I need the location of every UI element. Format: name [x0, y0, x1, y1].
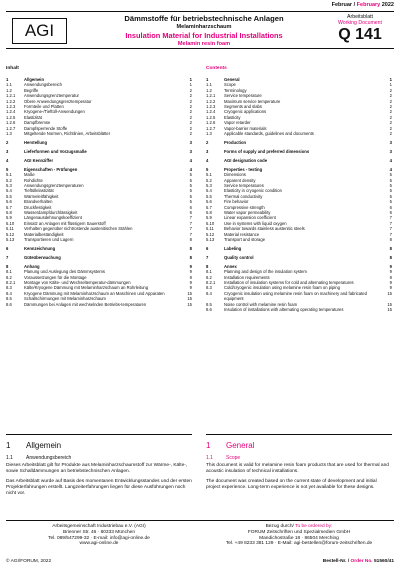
toc-entry-label: Begriffe	[24, 87, 39, 93]
toc-entry-page: 9	[389, 279, 392, 285]
toc-entry-number: 1.2	[6, 87, 12, 93]
toc-entry-label: Wärmeleitfähigkeit	[24, 193, 59, 199]
toc-entry-number: 1.2.7	[206, 125, 216, 131]
toc-entry-page: 2	[389, 93, 392, 99]
toc-entry-page: 2	[389, 104, 392, 110]
toc-entry-label: Segments and slabs	[224, 104, 262, 110]
toc-entry-number: 5.3	[6, 182, 12, 188]
toc-entry-number: 1.3	[206, 131, 212, 137]
toc-entry-page: 2	[389, 98, 392, 104]
toc-entry-label: Kryogene Dämmung mit Melaminharzschaum an Maschinen und Apparaten	[24, 290, 165, 296]
toc-entry-page: 2	[389, 87, 392, 93]
toc-entry-label: Tieftüllelastizität	[24, 188, 54, 194]
toc-entry-page: 2	[389, 131, 392, 137]
toc-entry[interactable]	[6, 140, 192, 145]
toc-entry-label: Mitgeltende Normen, Richtlinien, Arbeitsblätter	[24, 131, 111, 137]
toc-entry-page: 6	[189, 204, 192, 210]
copyright: © AGI/FORUM, 2022	[6, 559, 52, 564]
toc-entry-number: 6	[206, 245, 209, 251]
toc-entry-number: 1.2.6	[206, 120, 216, 126]
toc-entry-label: AGI Kennziffer	[24, 157, 54, 163]
toc-entry-page: 6	[189, 209, 192, 215]
issue-date: Februar / February 2022	[331, 2, 394, 8]
toc-entry-label: Fire behavior	[224, 199, 249, 205]
toc-german	[6, 66, 192, 307]
toc-entry-number: 5.10	[206, 220, 215, 226]
title-german: Dämmstoffe für betriebstechnische Anlagen	[124, 14, 284, 23]
toc-entry-number: 5.12	[206, 231, 215, 237]
toc-entry-label: Obere Anwendungsgrenztemperatur	[24, 98, 92, 104]
toc-entry[interactable]	[6, 149, 192, 154]
toc-entry-label: Service temperature	[224, 93, 262, 99]
toc-entry-number: 5.1	[206, 172, 212, 178]
toc-entry-number: 8.3	[6, 285, 12, 291]
toc-entry-number: 1.2.4	[6, 109, 16, 115]
toc-entry-number: 8.2.1	[6, 279, 16, 285]
toc-entry-number: 8.1	[206, 269, 212, 275]
toc-entry-number: 8.1	[6, 269, 12, 275]
document-titles	[78, 14, 330, 47]
toc-entry-number: 1	[6, 77, 9, 82]
toc-entry-number: 5.10	[6, 220, 15, 226]
toc-entry-page: 7	[389, 231, 392, 237]
toc-entry-number: 7	[6, 254, 9, 260]
toc-entry-number: 8.6	[206, 306, 212, 312]
toc-entry-label: Anwendungsgrenztemperatur	[24, 93, 79, 99]
toc-entry-label: Druckfestigkeit	[24, 204, 52, 210]
toc-entry-page: 5	[389, 177, 392, 183]
toc-entry-page: 4	[189, 166, 192, 172]
toc-entry-page: 9	[189, 263, 192, 269]
toc-entry-number: 4	[6, 157, 9, 163]
toc-entry-number: 5.4	[6, 188, 12, 194]
toc-entry-number: 1.2.6	[6, 120, 16, 126]
toc-entry-page: 8	[189, 245, 192, 251]
toc-entry-label: Verhalten gegenüber nichtrostende austenitischen Stählen	[24, 226, 133, 232]
toc-entry-label: Planung und Auslegung des Dämmsystems	[24, 269, 106, 275]
toc-entry-page: 15	[387, 306, 392, 312]
toc-entry-page: 4	[389, 166, 392, 172]
toc-entry-page: 9	[389, 269, 392, 275]
toc-entry-page: 7	[189, 220, 192, 226]
toc-entry-number: 5.13	[6, 236, 15, 242]
toc-entry-label: Water vapor permeability	[224, 209, 271, 215]
toc-entry-label: Linear expansion coefficient	[224, 215, 276, 221]
toc-entry-number: 1.2.3	[206, 104, 216, 110]
toc-entry-label: Compressive strength	[224, 204, 265, 210]
toc-entry-number: 6	[6, 245, 9, 251]
toc-entry-page: 2	[389, 109, 392, 115]
toc-entry-label: Production	[224, 139, 247, 145]
toc-entry-page: 7	[389, 226, 392, 232]
toc-entry-number: 2	[206, 139, 209, 145]
toc-entry-page: 5	[389, 188, 392, 194]
toc-entry-label: Transportieren und Lagern	[24, 236, 74, 242]
website-link[interactable]: www.agi-online.de	[79, 541, 119, 547]
toc-entry-page: 5	[189, 193, 192, 199]
toc-entry-label: Dampfsperrende Stoffe	[24, 125, 68, 131]
toc-entry-label: Rohdichte	[24, 177, 43, 183]
toc-entry-page: 5	[189, 177, 192, 183]
toc-entry-number: 5.5	[206, 193, 212, 199]
toc-entry-page: 4	[189, 157, 192, 163]
toc-entry-number: 1.2	[206, 87, 212, 93]
toc-entry[interactable]	[6, 158, 192, 163]
toc-entry-page: 15	[187, 290, 192, 296]
toc-entry-label: Behavior towards stainless austenitic steels	[224, 226, 305, 232]
toc-entry-number: 8.2	[6, 274, 12, 280]
toc-entry-label: Eigenschaften - Prüfungen	[24, 166, 78, 172]
toc-entry-number: 5.11	[6, 226, 14, 232]
toc-entry-number: 1.1	[6, 82, 12, 88]
toc-entry-page: 2	[389, 125, 392, 131]
toc-entry-page: 1	[189, 82, 192, 88]
toc-entry-label: Installation requirements	[224, 274, 270, 280]
toc-entry-page: 3	[189, 148, 192, 154]
toc-entry-page: 6	[389, 209, 392, 215]
toc-entry-label: Terminology	[224, 87, 247, 93]
toc-entry-label: Kryogene-/Tieftüll-Anwendungen	[24, 109, 85, 115]
toc-entry[interactable]	[206, 131, 392, 136]
agi-logo: AGI	[12, 18, 67, 44]
toc-entry-number: 8.5	[206, 301, 212, 307]
toc-entry-page: 2	[389, 120, 392, 126]
toc-entry-page: 3	[389, 148, 392, 154]
toc-entry-label: Anwendungsbereich	[24, 82, 62, 88]
toc-entry-label: Installation of insulation systems for cold and alternating temperatures	[224, 279, 354, 285]
toc-entry-label: Allgemein	[24, 77, 45, 82]
toc-entry-number: 5.6	[6, 199, 12, 205]
toc-entry-page: 5	[389, 182, 392, 188]
toc-entry-page: 1	[389, 77, 392, 82]
toc-entry-label: Properties - testing	[224, 166, 263, 172]
toc-entry-label: Vapor-barrier materials	[224, 125, 267, 131]
toc-entry-number: 1.1	[206, 82, 212, 88]
divider	[6, 434, 192, 435]
toc-entry-page: 7	[189, 226, 192, 232]
toc-entry-label: Service temperatures	[224, 182, 264, 188]
doc-type-english: Working Document	[337, 20, 382, 26]
subsection-heading: 1.1 Anwendungsbereich	[6, 455, 72, 461]
toc-entry-label: Use in systems with liquid oxygen	[224, 220, 287, 226]
subtitle-english: Melamin resin foam	[177, 41, 231, 47]
toc-entry-page: 6	[389, 204, 392, 210]
toc-entry-number: 4	[206, 157, 209, 163]
toc-entry-number: 3	[206, 148, 209, 154]
toc-entry-label: Einsatz an Anlagen mit flüssigem Sauerstoff	[24, 220, 106, 226]
toc-entry-page: 2	[189, 93, 192, 99]
toc-entry-number: 5.8	[206, 209, 212, 215]
toc-entry-label: Applicable standards, guidelines and documents	[224, 131, 314, 137]
toc-entry-page: 15	[387, 290, 392, 296]
toc-entry-label: Montage von Kälte- und Wechseltemperatur-dämmungen	[24, 279, 131, 285]
doc-type-german: Arbeitsblatt	[347, 14, 373, 20]
toc-entry-number: 5.1	[6, 172, 12, 178]
paragraph: Das Arbeitsblatt wurde auf Basis des momentanen Entwicklungsstandes und der ersten Projekterfahrungen erstellt. Langzeiterfahrungen liegen für diese Ausführungen noch nicht vor.	[6, 479, 192, 496]
toc-entry-page: 8	[189, 236, 192, 242]
paragraph: The document was created based on the current state of development and initial project experience. Long-term experience is not yet available for these designs.	[206, 479, 377, 490]
toc-entry-page: 9	[189, 285, 192, 291]
toc-entry-number: 8.3	[206, 285, 212, 291]
toc-entry-number: 1.2.7	[6, 125, 16, 131]
section-heading: 1 General	[206, 441, 255, 450]
subtitle-german: Melaminharzschaum	[176, 24, 232, 30]
order-address: Bezug durch/ To be ordered by: FORUM Zeitschriften und Spezialmedien GmbH Mandichostraße 18 · 86504 Merching Tel. +49 8233 381 129 · E-Mail: agi-bestellen@forum-zeitschriften.de	[225, 524, 373, 547]
toc-entry-number: 8.2	[206, 274, 212, 280]
toc-entry-label: Güteüberwachung	[24, 254, 61, 260]
toc-entry-page: 8	[389, 245, 392, 251]
toc-english-list	[206, 77, 392, 312]
toc-german-list	[6, 77, 192, 307]
document-header	[6, 11, 394, 49]
toc-entry-page: 15	[187, 301, 192, 307]
toc-entry-label: Planning and design of the insulation system	[224, 269, 307, 275]
section-german	[6, 434, 192, 501]
toc-entry-page: 5	[189, 199, 192, 205]
toc-entry-page: 15	[187, 296, 192, 302]
toc-entry-page: 9	[389, 285, 392, 291]
publisher-footer	[6, 520, 394, 547]
toc-entry[interactable]	[6, 302, 192, 307]
doc-number: Q 141	[338, 26, 382, 43]
toc-entry-label: Annex	[224, 263, 237, 269]
toc-entry-number: 5	[206, 166, 209, 172]
toc-entry-number: 5.12	[6, 231, 15, 237]
toc-entry-page: 7	[189, 215, 192, 221]
toc-entry[interactable]	[206, 307, 392, 312]
toc-entry-label: Elastizität	[24, 114, 42, 120]
toc-entry-label: Scope	[224, 82, 236, 88]
toc-entry-number: 1.2.5	[206, 114, 216, 120]
toc-entry-label: Wasserdampfdurchlässigkeit	[24, 209, 78, 215]
toc-entry-page: 9	[389, 274, 392, 280]
toc-entry-label: Maximum service temperature	[224, 98, 281, 104]
toc-entry-label: Anhang	[24, 263, 40, 269]
toc-entry-number: 2	[6, 139, 9, 145]
toc-entry-label: Insulation of installations with alternating operating temperatures	[224, 306, 344, 312]
toc-entry-label: Cryogenic applications	[224, 109, 267, 115]
toc-entry-page: 5	[189, 172, 192, 178]
order-number: Bestell-Nr. / Order No. 51560/41	[322, 559, 394, 564]
toc-entry-page: 2	[189, 87, 192, 93]
toc-entry-number: 5.11	[206, 226, 214, 232]
toc-entry-page: 3	[189, 139, 192, 145]
toc-entry-number: 1.2.3	[6, 104, 16, 110]
toc-entry-label: AGI designation code	[224, 157, 268, 163]
toc-entry-number: 5	[6, 166, 9, 172]
toc-entry-label: Forms of supply and preferred dimensions	[224, 148, 310, 154]
toc-entry-label: Vapor retarder	[224, 120, 251, 126]
toc-entry-label: Formteile und Platten	[24, 104, 64, 110]
toc-entry-page: 2	[189, 114, 192, 120]
toc-entry-label: Maße	[24, 172, 35, 178]
toc-entry-number: 1	[206, 77, 209, 82]
toc-entry-page: 3	[389, 139, 392, 145]
toc-entry-label: General	[224, 77, 240, 82]
toc-entry-number: 8.4	[206, 290, 212, 296]
toc-entry-label: Labeling	[224, 245, 242, 251]
toc-entry-label: Apparent density	[224, 177, 256, 183]
toc-entry-number: 1.2.2	[6, 98, 16, 104]
toc-entry-label: Brandverhalten	[24, 199, 53, 205]
toc-entry-label: Schallschirmungen mit Melaminharzschaum	[24, 296, 106, 302]
toc-entry[interactable]	[6, 255, 192, 260]
toc-entry-page: 7	[189, 231, 192, 237]
toc-entry-label: Thermal conductivity	[224, 193, 263, 199]
toc-entry-page: 2	[189, 120, 192, 126]
toc-entry-page: 9	[189, 269, 192, 275]
toc-entry[interactable]	[206, 149, 392, 154]
toc-heading-german: Inhalt	[6, 66, 19, 71]
toc-entry[interactable]	[206, 255, 392, 260]
toc-entry-number: 1.2.4	[206, 109, 216, 115]
toc-entry-page: 5	[389, 172, 392, 178]
toc-entry-number: 1.2.5	[6, 114, 16, 120]
toc-entry-number: 1.3	[6, 131, 12, 137]
toc-entry-number: 5.9	[6, 215, 12, 221]
toc-entry-number: 5.4	[206, 188, 212, 194]
toc-entry-page: 9	[389, 263, 392, 269]
title-english: Insulation Material for Industrial Installations	[125, 31, 283, 40]
toc-entry-number: 5.6	[206, 199, 212, 205]
toc-entry-number: 8.2.1	[206, 279, 216, 285]
toc-entry-number: 5.9	[206, 215, 212, 221]
toc-entry-page: 7	[389, 215, 392, 221]
toc-entry-page: 15	[387, 301, 392, 307]
toc-entry-number: 5.13	[206, 236, 215, 242]
toc-entry-label: Elasticity	[224, 114, 241, 120]
toc-entry-page: 4	[389, 157, 392, 163]
toc-entry-number: 5.7	[6, 204, 12, 210]
toc-entry-page: 5	[189, 182, 192, 188]
toc-entry-page: 7	[389, 220, 392, 226]
toc-entry-page: 9	[189, 279, 192, 285]
toc-entry-number: 1.2.1	[206, 93, 216, 99]
toc-entry[interactable]	[6, 237, 192, 242]
toc-entry-label: Cryogenic insulation using melamine resin foam on machinery and fabricated equipment	[224, 290, 367, 302]
toc-entry-page: 5	[189, 188, 192, 194]
toc-entry-label: Materialbeständigkeit	[24, 231, 64, 237]
toc-entry-number: 5.2	[206, 177, 212, 183]
toc-entry-page: 8	[189, 254, 192, 260]
toc-entry-label: Cold/cryogenic insulation using melamine resin foam on piping	[224, 285, 340, 291]
toc-entry-number: 8	[206, 263, 209, 269]
toc-entry-label: Lieferformen und Vorzugsmaße	[24, 148, 87, 154]
toc-entry-number: 1.2.2	[206, 98, 216, 104]
toc-entry-page: 2	[189, 131, 192, 137]
toc-entry[interactable]	[6, 246, 192, 251]
toc-english	[206, 66, 392, 312]
toc-entry-page: 8	[389, 254, 392, 260]
toc-entry-page: 2	[389, 114, 392, 120]
paragraph: This document is valid for melamine resin foam products that are used for thermal and acoustic insulation of technical installations.	[206, 463, 389, 474]
toc-entry-label: Anwendungsgrenztemperaturen	[24, 182, 84, 188]
toc-entry[interactable]	[206, 246, 392, 251]
toc-entry-label: Dämmungen bei Anlagen mit wechselnden Betriebs-temperaturen	[24, 301, 147, 307]
toc-entry-number: 1.2.1	[6, 93, 16, 99]
toc-entry-label: Dampfbremse	[24, 120, 51, 126]
toc-entry-label: Herstellung	[24, 139, 48, 145]
toc-entry-page: 9	[189, 274, 192, 280]
toc-entry-page: 5	[389, 193, 392, 199]
paragraph: Dieses Arbeitsblatt gilt für Produkte aus Melaminharzschaumstoff zur Wärme-, Kälte-, sowie Schalldämmungen an betriebstechnischen Anlagen.	[6, 463, 188, 474]
section-english	[206, 434, 392, 495]
toc-heading-english: Contents	[206, 66, 227, 71]
toc-entry-page: 1	[389, 82, 392, 88]
toc-entry-number: 8.6	[6, 301, 12, 307]
toc-entry-label: Quality control	[224, 254, 254, 260]
toc-entry[interactable]	[6, 131, 192, 136]
toc-entry-number: 5.5	[6, 193, 12, 199]
toc-entry[interactable]	[206, 158, 392, 163]
toc-entry[interactable]	[206, 140, 392, 145]
document-code	[332, 14, 388, 43]
section-heading: 1 Allgemein	[6, 441, 62, 450]
toc-entry-label: Dimensions	[224, 172, 246, 178]
toc-entry-number: 5.2	[6, 177, 12, 183]
toc-entry-label: Noise control with melamine resin foam	[224, 301, 298, 307]
toc-entry-number: 5.3	[206, 182, 212, 188]
toc-entry-page: 1	[189, 77, 192, 82]
toc-entry-number: 7	[206, 254, 209, 260]
toc-entry-label: Kälte/Kryogene Dämmung mit Melaminharzschaum an Rohrleitung	[24, 285, 149, 291]
toc-entry-page: 2	[189, 125, 192, 131]
toc-entry-number: 8	[6, 263, 9, 269]
divider	[206, 434, 392, 435]
toc-entry[interactable]	[206, 291, 392, 302]
subsection-heading: 1.1 Scope	[206, 455, 241, 461]
toc-entry-page: 2	[189, 98, 192, 104]
toc-entry-label: Längenausdehnungskoeffizient	[24, 215, 82, 221]
toc-entry-label: Kennzeichnung	[24, 245, 56, 251]
toc-entry-label: Voraussetzungen für die Montage	[24, 274, 87, 280]
toc-entry-number: 3	[6, 148, 9, 154]
toc-entry[interactable]	[206, 237, 392, 242]
toc-entry-label: Material resistance	[224, 231, 260, 237]
toc-entry-number: 8.5	[6, 296, 12, 302]
toc-entry-number: 5.8	[6, 209, 12, 215]
publisher-address: Arbeitsgemeinschaft Industriebau e.V. (AGI) Brienner Str. 46 · 80333 München Tel. 089/547299-32 · E-mail: info@agi-online.de www.agi-online.de	[6, 524, 192, 547]
toc-entry-label: Elasticity in cryogenic condition	[224, 188, 282, 194]
toc-entry-page: 5	[389, 199, 392, 205]
toc-entry-label: Transport and storage	[224, 236, 266, 242]
toc-entry-number: 5.7	[206, 204, 212, 210]
toc-entry-number: 8.4	[6, 290, 12, 296]
toc-entry-page: 2	[189, 109, 192, 115]
toc-entry-page: 2	[189, 104, 192, 110]
toc-entry-page: 8	[389, 236, 392, 242]
